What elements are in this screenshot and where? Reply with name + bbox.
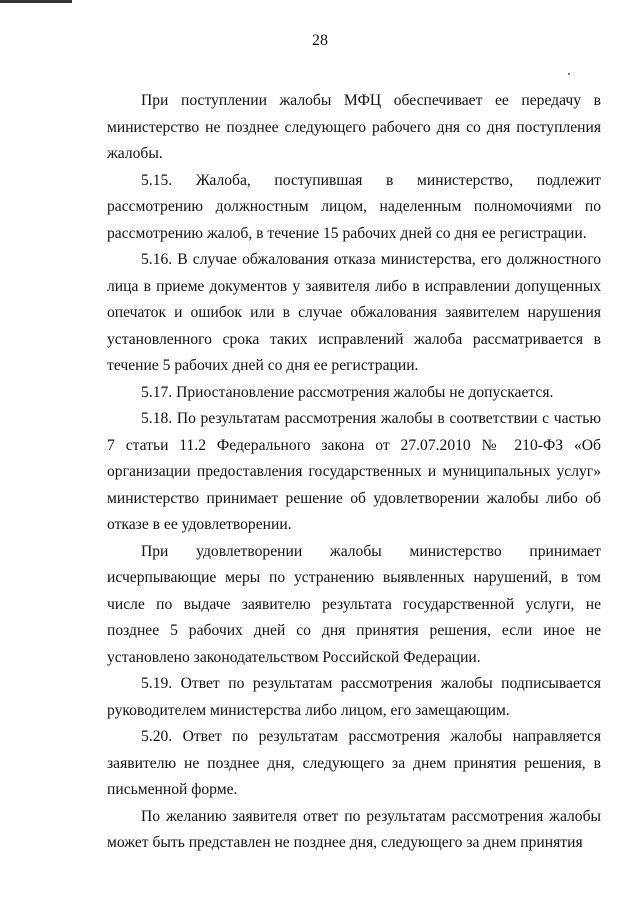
paragraph-5-18: 5.18. По результатам рассмотрения жалобы в соответствии с частью 7 статьи 11.2 Федерального закона от 27.07.2010 № 210-ФЗ «Об организации предоставления государственных и муниципальных услуг» министерство принимает решение об удовлетворении жалобы либо об отказе в ее удовлетворении. [107,410,601,533]
document-body [107,88,601,857]
paragraph-5-17: 5.17. Приостановление рассмотрения жалобы не допускается. [141,383,554,401]
paragraph-5-19: 5.19. Ответ по результатам рассмотрения жалобы подписывается руководителем министерства либо лицом, его замещающим. [107,675,601,719]
paragraph-5-20: 5.20. Ответ по результатам рассмотрения жалобы направляется заявителю не позднее дня, следующего за днем принятия решения, в письменной форме. [107,728,601,798]
paragraph-5-15: 5.15. Жалоба, поступившая в министерство, подлежит рассмотрению должностным лицом, наделенным полномочиями по рассмотрению жалоб, в течение 15 рабочих дней со дня ее регистрации. [107,171,601,242]
scan-edge-mark [0,0,72,3]
paragraph-satisfaction-measures: При удовлетворении жалобы министерство принимает исчерпывающие меры по устранению выявленных нарушений, в том числе по выдаче заявителю результата государственной услуги, не позднее 5 рабочих дней со дня принятия решения, если иное не установлено законодательством Российской Федерации. [107,542,601,666]
scan-speck [568,73,570,75]
page-number: 28 [312,32,328,49]
paragraph-mfc-transfer: При поступлении жалобы МФЦ обеспечивает ее передачу в министерство не позднее следующего рабочего дня со дня поступления жалобы. [107,92,601,162]
paragraph-electronic-response: По желанию заявителя ответ по результатам рассмотрения жалобы может быть представлен не позднее дня, следующего за днем принятия [107,807,601,851]
paragraph-5-16: 5.16. В случае обжалования отказа министерства, его должностного лица в приеме документов у заявителя либо в исправлении допущенных опечаток и ошибок или в случае обжалования заявителем нарушения установленного срока таких исправлений жалоба рассматривается в течение 5 рабочих дней со дня ее регистрации. [107,251,601,374]
